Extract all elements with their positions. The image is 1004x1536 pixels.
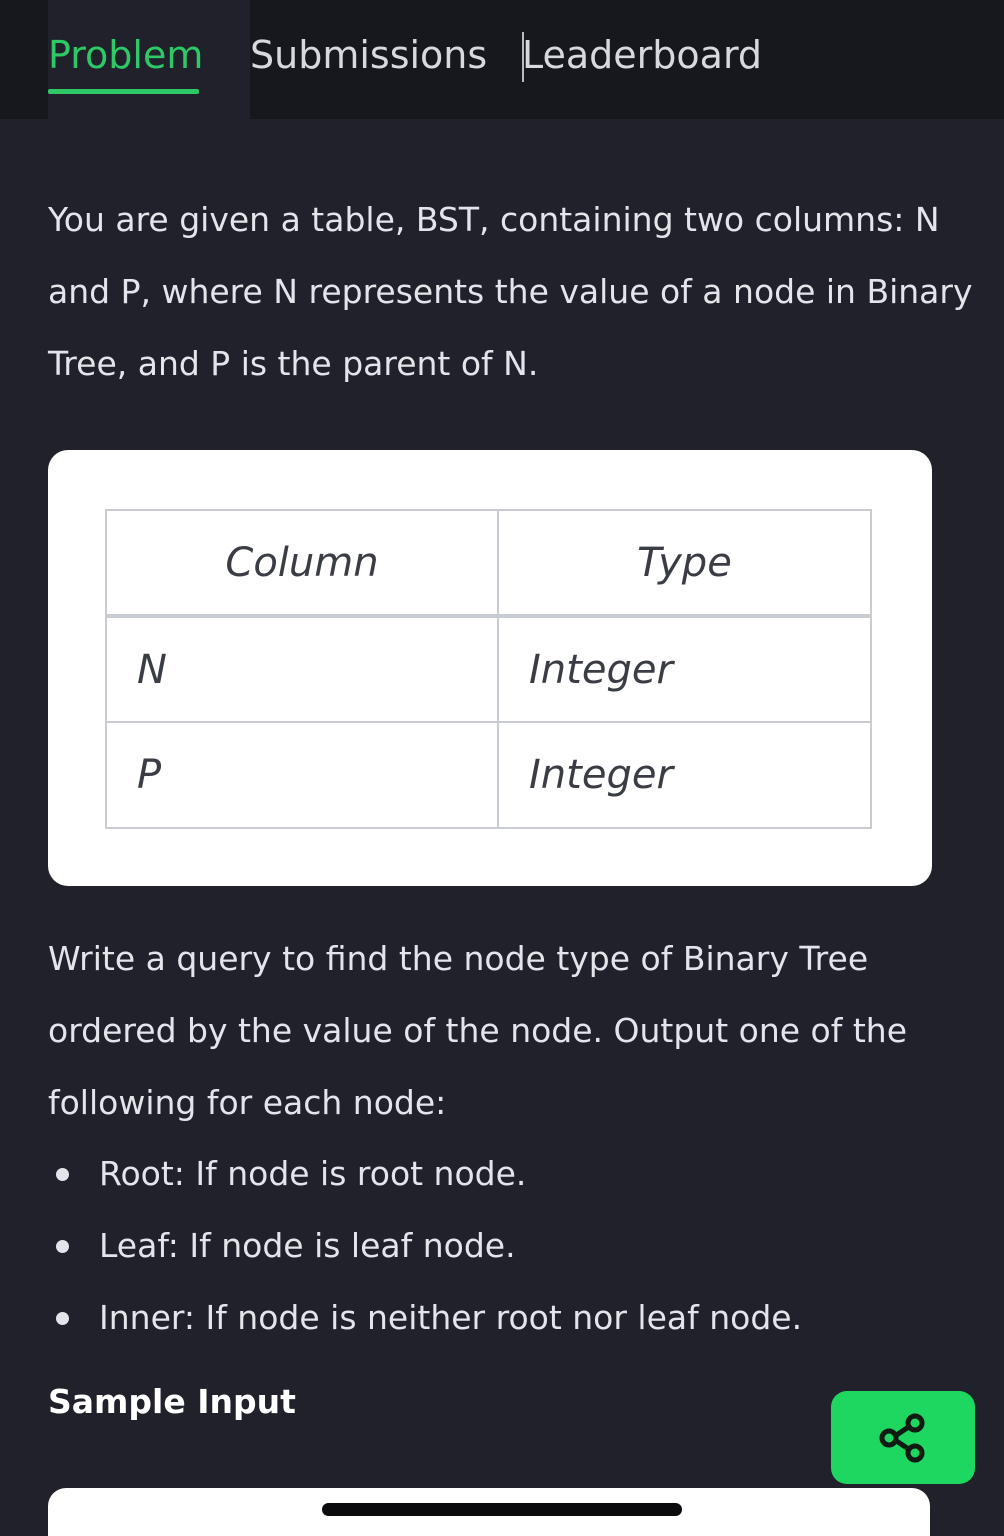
table-header-column: Column xyxy=(106,510,498,616)
active-tab-indicator xyxy=(48,89,199,94)
table-cell-type: Integer xyxy=(498,722,871,828)
bullet-icon xyxy=(56,1240,69,1253)
table-cell-type: Integer xyxy=(498,616,871,722)
schema-table xyxy=(105,509,872,829)
tab-bar xyxy=(0,0,1004,119)
sample-input-heading: Sample Input xyxy=(48,1382,296,1421)
table-cell-column: N xyxy=(106,616,498,722)
table-header-row xyxy=(106,510,871,616)
table-row xyxy=(106,616,871,722)
tab-submissions[interactable]: Submissions xyxy=(250,33,488,77)
problem-intro: You are given a table, BST, containing two columns: N and P, where N represents the value of a node in Binary Tree, and P is the parent of N. xyxy=(48,200,973,383)
bullet-icon xyxy=(56,1168,69,1181)
table-header-type: Type xyxy=(498,510,871,616)
schema-table-card xyxy=(48,450,932,886)
home-indicator[interactable] xyxy=(322,1503,682,1516)
list-item xyxy=(48,1210,978,1282)
share-button[interactable] xyxy=(831,1391,975,1484)
list-item-text: Inner: If node is neither root nor leaf node. xyxy=(99,1298,803,1337)
list-item-text: Leaf: If node is leaf node. xyxy=(99,1226,516,1265)
table-cell-column: P xyxy=(106,722,498,828)
table-row xyxy=(106,722,871,828)
tab-problem[interactable]: Problem xyxy=(48,33,204,77)
task-description: Write a query to find the node type of Binary Tree ordered by the value of the node. Output one of the following for each node: xyxy=(48,939,907,1122)
node-type-list xyxy=(48,1138,978,1354)
list-item xyxy=(48,1138,978,1210)
bullet-icon xyxy=(56,1312,69,1325)
tab-leaderboard[interactable]: Leaderboard xyxy=(522,33,763,77)
list-item xyxy=(48,1282,978,1354)
list-item-text: Root: If node is root node. xyxy=(99,1154,527,1193)
share-icon xyxy=(875,1410,931,1466)
